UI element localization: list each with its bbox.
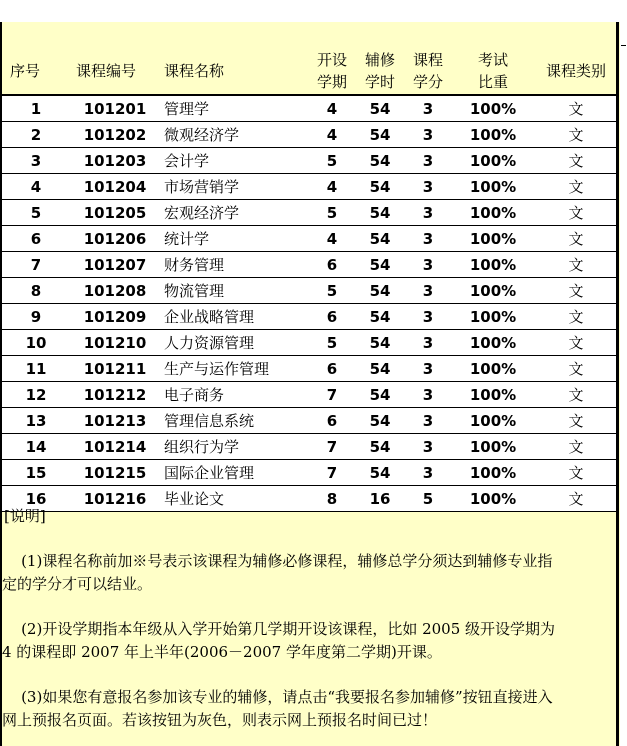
row-category: 文 — [534, 95, 618, 122]
row-semester: 7 — [308, 460, 356, 486]
row-course-name: 电子商务 — [160, 382, 308, 408]
table-row — [2, 434, 618, 460]
course-rows — [2, 95, 618, 512]
note-1-line-2: 定的学分才可以结业。 — [2, 575, 153, 593]
row-course-code: 101201 — [70, 95, 160, 122]
row-course-code: 101209 — [70, 304, 160, 330]
row-course-name: 市场营销学 — [160, 174, 308, 200]
row-semester: 4 — [308, 95, 356, 122]
row-index: 15 — [2, 460, 70, 486]
row-semester: 5 — [308, 330, 356, 356]
row-category: 文 — [534, 382, 618, 408]
row-exam-weight: 100% — [452, 434, 534, 460]
row-credit: 3 — [404, 278, 452, 304]
table-row — [2, 148, 618, 174]
row-index: 12 — [2, 382, 70, 408]
row-semester: 4 — [308, 226, 356, 252]
row-credit: 3 — [404, 226, 452, 252]
row-hours: 54 — [356, 226, 404, 252]
row-category: 文 — [534, 200, 618, 226]
row-index: 6 — [2, 226, 70, 252]
header-exam-line1: 考试 — [477, 51, 508, 69]
header-course-name: 课程名称 — [160, 48, 308, 95]
table-row — [2, 408, 618, 434]
row-index: 9 — [2, 304, 70, 330]
row-index: 14 — [2, 434, 70, 460]
table-row — [2, 330, 618, 356]
row-credit: 3 — [404, 200, 452, 226]
row-hours: 54 — [356, 382, 404, 408]
row-credit: 3 — [404, 408, 452, 434]
row-index: 5 — [2, 200, 70, 226]
row-category: 文 — [534, 278, 618, 304]
row-course-code: 101205 — [70, 200, 160, 226]
row-credit: 3 — [404, 356, 452, 382]
row-hours: 54 — [356, 122, 404, 148]
row-category: 文 — [534, 408, 618, 434]
row-exam-weight: 100% — [452, 122, 534, 148]
table-row — [2, 174, 618, 200]
header-exam-line2: 比重 — [477, 73, 508, 91]
header-hours-line2: 学时 — [364, 73, 395, 91]
row-category: 文 — [534, 122, 618, 148]
course-sheet — [0, 22, 620, 746]
row-credit: 3 — [404, 330, 452, 356]
row-semester: 5 — [308, 200, 356, 226]
header-course-code: 课程编号 — [70, 48, 160, 95]
row-hours: 54 — [356, 95, 404, 122]
row-credit: 3 — [404, 304, 452, 330]
header-semester — [308, 48, 356, 95]
row-course-code: 101211 — [70, 356, 160, 382]
note-1-line-1: (1)课程名称前加※号表示该课程为辅修必修课程，辅修总学分须达到辅修专业指 — [2, 552, 553, 570]
row-credit: 3 — [404, 95, 452, 122]
row-category: 文 — [534, 252, 618, 278]
row-category: 文 — [534, 486, 618, 512]
row-category: 文 — [534, 356, 618, 382]
row-course-code: 101206 — [70, 226, 160, 252]
row-course-name: 国际企业管理 — [160, 460, 308, 486]
row-hours: 54 — [356, 356, 404, 382]
table-row — [2, 460, 618, 486]
row-index: 4 — [2, 174, 70, 200]
note-2-line-1: (2)开设学期指本年级从入学开始第几学期开设该课程，比如 2005 级开设学期为 — [2, 620, 556, 638]
header-credit-line2: 学分 — [412, 73, 443, 91]
row-course-code: 101215 — [70, 460, 160, 486]
row-course-code: 101212 — [70, 382, 160, 408]
row-course-name: 生产与运作管理 — [160, 356, 308, 382]
row-category: 文 — [534, 434, 618, 460]
header-exam-weight — [452, 48, 534, 95]
row-course-code: 101214 — [70, 434, 160, 460]
row-exam-weight: 100% — [452, 148, 534, 174]
row-semester: 8 — [308, 486, 356, 512]
row-course-code: 101204 — [70, 174, 160, 200]
row-index: 8 — [2, 278, 70, 304]
header-credit — [404, 48, 452, 95]
row-hours: 54 — [356, 408, 404, 434]
row-exam-weight: 100% — [452, 278, 534, 304]
row-credit: 3 — [404, 382, 452, 408]
row-exam-weight: 100% — [452, 200, 534, 226]
table-row — [2, 356, 618, 382]
table-row — [2, 226, 618, 252]
row-semester: 7 — [308, 382, 356, 408]
row-exam-weight: 100% — [452, 382, 534, 408]
row-hours: 54 — [356, 252, 404, 278]
row-category: 文 — [534, 226, 618, 252]
row-course-name: 企业战略管理 — [160, 304, 308, 330]
row-credit: 5 — [404, 486, 452, 512]
header-index: 序号 — [2, 48, 70, 95]
row-semester: 4 — [308, 122, 356, 148]
row-credit: 3 — [404, 252, 452, 278]
row-category: 文 — [534, 174, 618, 200]
row-hours: 16 — [356, 486, 404, 512]
row-course-name: 财务管理 — [160, 252, 308, 278]
row-credit: 3 — [404, 460, 452, 486]
header-hours-line1: 辅修 — [364, 51, 395, 69]
row-hours: 54 — [356, 434, 404, 460]
sheet-right-border — [616, 22, 619, 746]
row-hours: 54 — [356, 330, 404, 356]
row-credit: 3 — [404, 434, 452, 460]
row-exam-weight: 100% — [452, 460, 534, 486]
row-credit: 3 — [404, 174, 452, 200]
row-semester: 5 — [308, 278, 356, 304]
row-course-code: 101207 — [70, 252, 160, 278]
note-3-line-2: 网上预报名页面。若该按钮为灰色，则表示网上预报名时间已过！ — [2, 711, 438, 729]
row-course-name: 组织行为学 — [160, 434, 308, 460]
row-course-code: 101213 — [70, 408, 160, 434]
table-row — [2, 95, 618, 122]
row-semester: 4 — [308, 174, 356, 200]
row-hours: 54 — [356, 304, 404, 330]
note-3-line-1: (3)如果您有意报名参加该专业的辅修，请点击“我要报名参加辅修”按钮直接进入 — [2, 688, 553, 706]
row-course-name: 会计学 — [160, 148, 308, 174]
row-exam-weight: 100% — [452, 486, 534, 512]
row-course-name: 管理学 — [160, 95, 308, 122]
row-semester: 6 — [308, 304, 356, 330]
row-course-name: 宏观经济学 — [160, 200, 308, 226]
row-index: 1 — [2, 95, 70, 122]
row-category: 文 — [534, 330, 618, 356]
row-course-name: 毕业论文 — [160, 486, 308, 512]
row-exam-weight: 100% — [452, 304, 534, 330]
row-course-name: 管理信息系统 — [160, 408, 308, 434]
row-course-code: 101208 — [70, 278, 160, 304]
row-course-name: 微观经济学 — [160, 122, 308, 148]
row-exam-weight: 100% — [452, 330, 534, 356]
row-index: 2 — [2, 122, 70, 148]
row-exam-weight: 100% — [452, 408, 534, 434]
row-index: 10 — [2, 330, 70, 356]
row-category: 文 — [534, 460, 618, 486]
row-semester: 6 — [308, 408, 356, 434]
row-course-name: 人力资源管理 — [160, 330, 308, 356]
header-credit-line1: 课程 — [412, 51, 443, 69]
row-course-name: 物流管理 — [160, 278, 308, 304]
row-semester: 7 — [308, 434, 356, 460]
table-row — [2, 122, 618, 148]
notes-section — [2, 505, 620, 732]
row-course-code: 101210 — [70, 330, 160, 356]
row-course-code: 101216 — [70, 486, 160, 512]
row-index: 3 — [2, 148, 70, 174]
header-semester-line1: 开设 — [316, 51, 347, 69]
row-semester: 6 — [308, 252, 356, 278]
table-row — [2, 200, 618, 226]
row-credit: 3 — [404, 122, 452, 148]
row-index: 13 — [2, 408, 70, 434]
row-semester: 5 — [308, 148, 356, 174]
table-row — [2, 252, 618, 278]
row-hours: 54 — [356, 460, 404, 486]
sheet-edge-tick — [621, 45, 626, 46]
row-course-name: 统计学 — [160, 226, 308, 252]
row-hours: 54 — [356, 148, 404, 174]
notes-heading: [说明] — [4, 507, 46, 525]
row-hours: 54 — [356, 278, 404, 304]
header-semester-line2: 学期 — [316, 73, 347, 91]
row-exam-weight: 100% — [452, 356, 534, 382]
header-category: 课程类别 — [534, 48, 618, 95]
row-course-code: 101203 — [70, 148, 160, 174]
table-header-row — [2, 48, 618, 95]
note-2-line-2: 4 的课程即 2007 年上半年(2006－2007 学年度第二学期)开课。 — [2, 643, 442, 661]
row-category: 文 — [534, 304, 618, 330]
header-hours — [356, 48, 404, 95]
row-exam-weight: 100% — [452, 226, 534, 252]
table-row — [2, 304, 618, 330]
row-index: 16 — [2, 486, 70, 512]
row-course-code: 101202 — [70, 122, 160, 148]
table-row — [2, 278, 618, 304]
row-hours: 54 — [356, 174, 404, 200]
row-exam-weight: 100% — [452, 252, 534, 278]
row-hours: 54 — [356, 200, 404, 226]
row-semester: 6 — [308, 356, 356, 382]
row-exam-weight: 100% — [452, 95, 534, 122]
row-category: 文 — [534, 148, 618, 174]
row-index: 7 — [2, 252, 70, 278]
row-exam-weight: 100% — [452, 174, 534, 200]
course-table — [2, 48, 618, 512]
row-index: 11 — [2, 356, 70, 382]
table-row — [2, 382, 618, 408]
row-credit: 3 — [404, 148, 452, 174]
